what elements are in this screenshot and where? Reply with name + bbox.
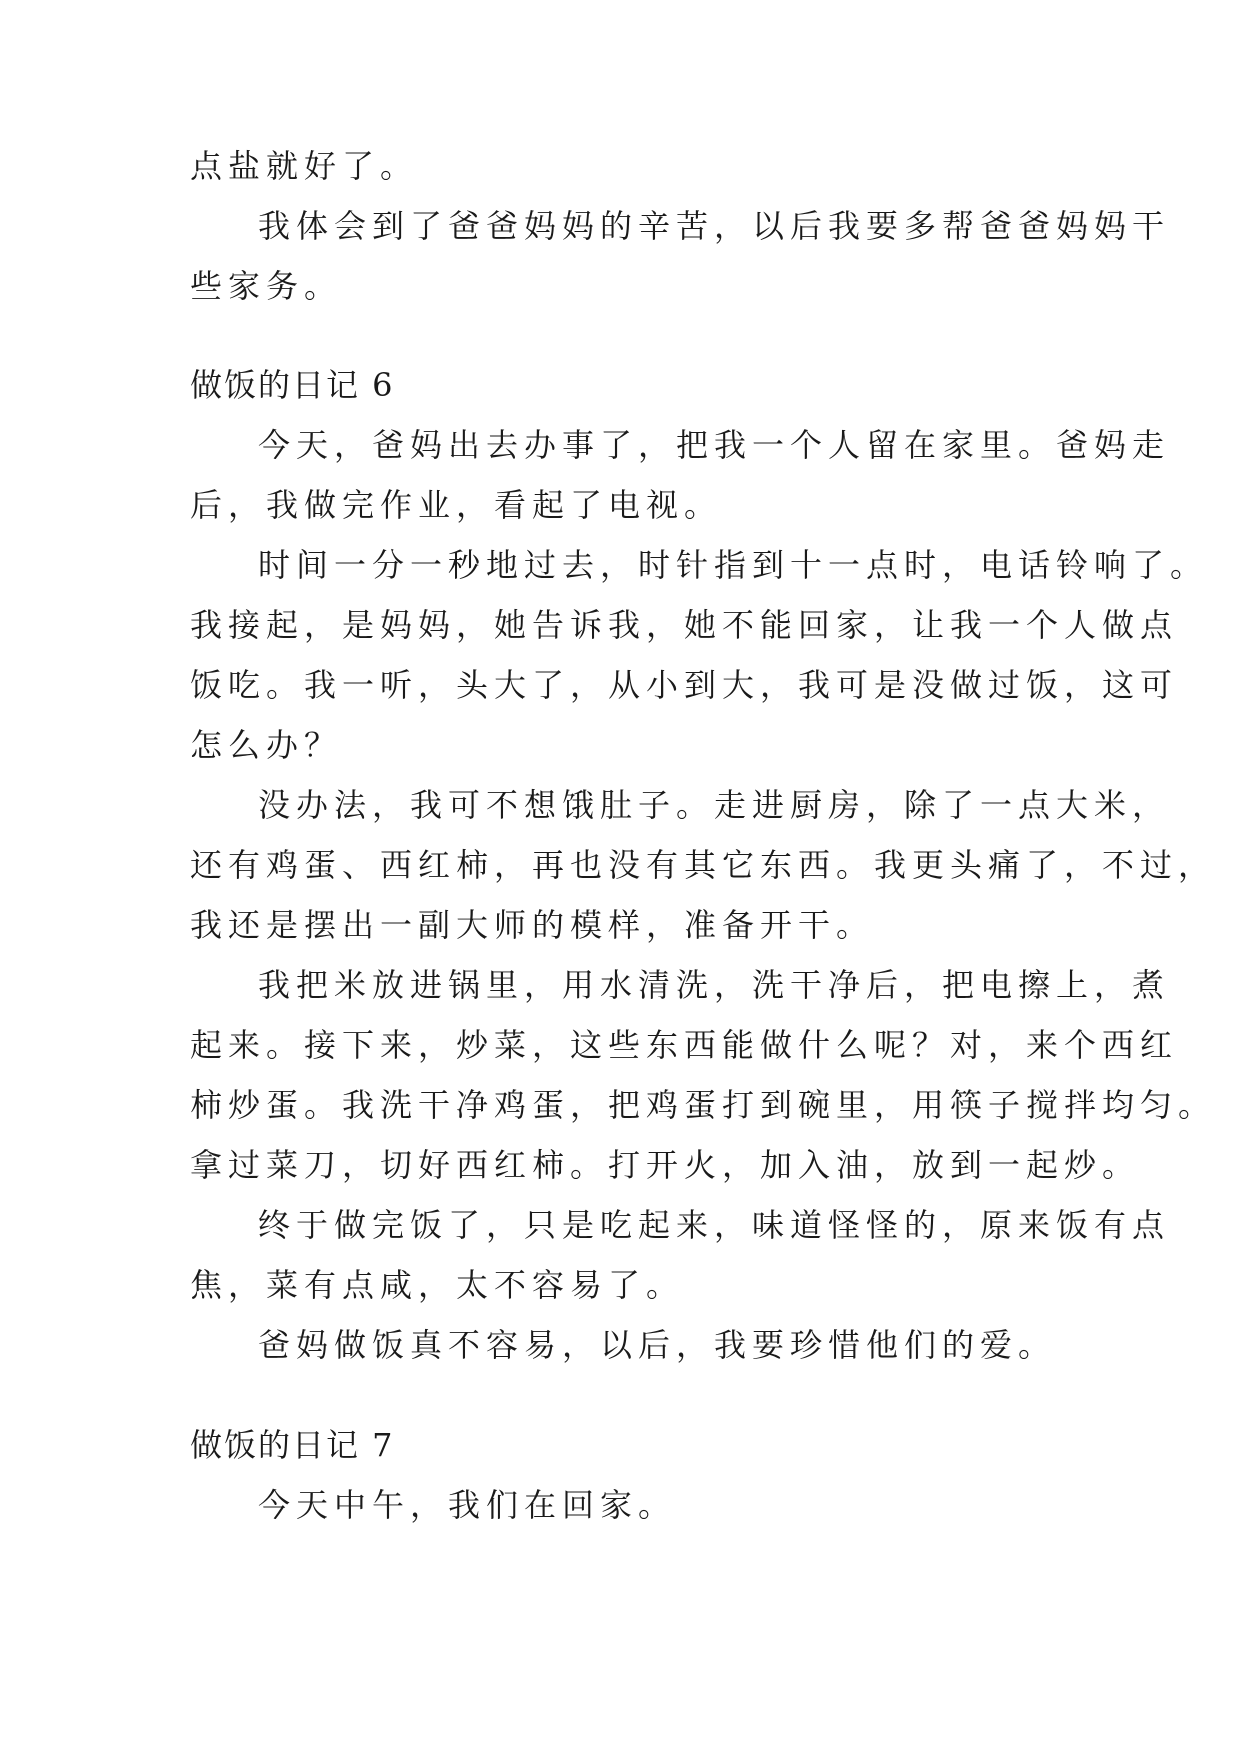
paragraph-line: 我把米放进锅里，用水清洗，洗干净后，把电擦上，煮	[258, 966, 1171, 1004]
paragraph-line: 后，我做完作业，看起了电视。	[190, 486, 723, 524]
section-heading: 做饭的日记 6	[190, 366, 395, 404]
paragraph-line: 时间一分一秒地过去，时针指到十一点时，电话铃响了。	[258, 546, 1209, 584]
paragraph-line: 我体会到了爸爸妈妈的辛苦，以后我要多帮爸爸妈妈干	[258, 207, 1171, 245]
paragraph-line: 柿炒蛋。我洗干净鸡蛋，把鸡蛋打到碗里，用筷子搅拌均匀。	[190, 1086, 1217, 1124]
paragraph-line: 终于做完饭了，只是吃起来，味道怪怪的，原来饭有点	[258, 1206, 1171, 1244]
paragraph-line: 饭吃。我一听，头大了，从小到大，我可是没做过饭，这可	[190, 666, 1179, 704]
paragraph-line: 我还是摆出一副大师的模样，准备开干。	[190, 906, 875, 944]
paragraph-line: 今天中午，我们在回家。	[258, 1486, 677, 1524]
paragraph-line: 些家务。	[190, 267, 343, 305]
paragraph-line: 还有鸡蛋、西红柿，再也没有其它东西。我更头痛了，不过，	[190, 846, 1217, 884]
paragraph-line: 点盐就好了。	[190, 147, 419, 185]
paragraph-line: 起来。接下来，炒菜，这些东西能做什么呢？对，来个西红	[190, 1026, 1179, 1064]
paragraph-line: 怎么办？	[190, 726, 343, 764]
paragraph-line: 拿过菜刀，切好西红柿。打开火，加入油，放到一起炒。	[190, 1146, 1141, 1184]
paragraph-line: 我接起，是妈妈，她告诉我，她不能回家，让我一个人做点	[190, 606, 1179, 644]
paragraph-line: 焦，菜有点咸，太不容易了。	[190, 1266, 685, 1304]
paragraph-line: 今天，爸妈出去办事了，把我一个人留在家里。爸妈走	[258, 426, 1171, 464]
paragraph-line: 没办法，我可不想饿肚子。走进厨房，除了一点大米，	[258, 786, 1171, 824]
section-heading: 做饭的日记 7	[190, 1426, 395, 1464]
paragraph-line: 爸妈做饭真不容易，以后，我要珍惜他们的爱。	[258, 1326, 1057, 1364]
